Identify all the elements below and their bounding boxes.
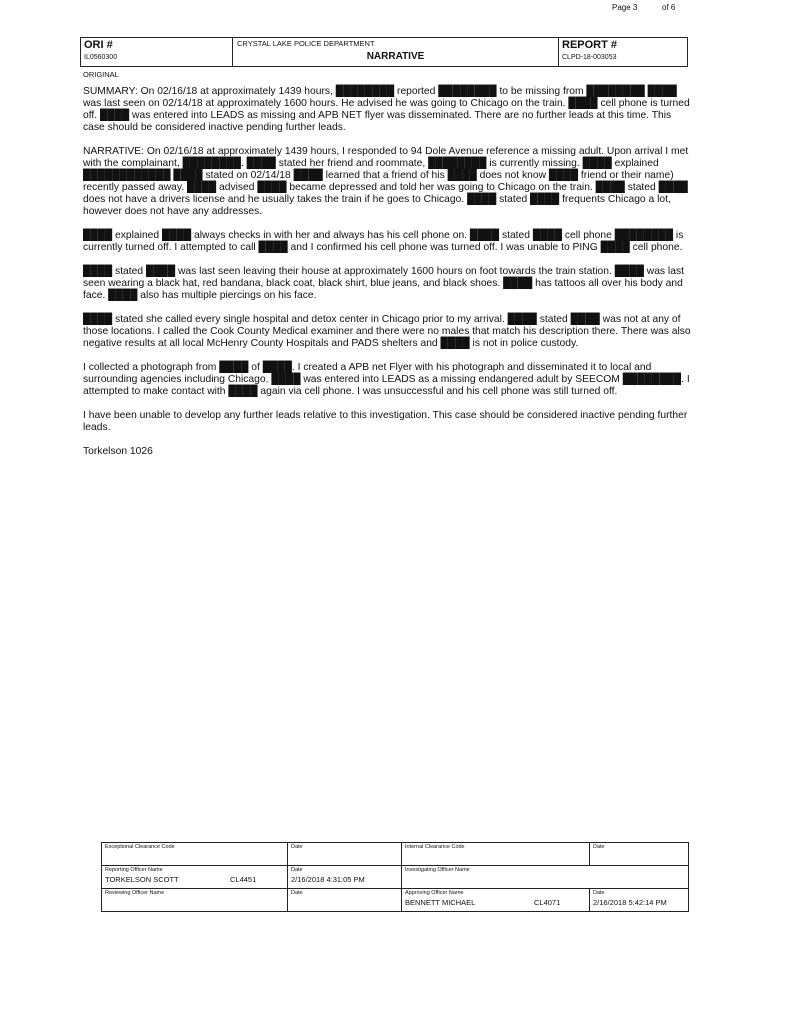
footer-row-clearance: [102, 843, 688, 866]
reporting-officer-id: CL4451: [230, 875, 257, 884]
hospitals-paragraph: ████ stated she called every single hospital and detox center in Chicago prior to my arrival. ████ stated ████ was not at any of those locations. I called the Cook County Medical examiner and there were no males that match his description there. There was also negative results at all local McHenry County Hospitals and PADS shelters and ████ is not in police custody.: [83, 314, 691, 349]
reviewing-officer-label: Reviewing Officer Name: [105, 890, 165, 896]
date-label-3: Date: [291, 867, 303, 873]
footer-row-reporting: [102, 866, 688, 889]
closing-paragraph: I have been unable to develop any further leads relative to this investigation. This case should be considered inactive pending further leads.: [83, 410, 688, 433]
department-cell: [233, 38, 559, 66]
footer-row-approval: [102, 889, 688, 912]
department-name: CRYSTAL LAKE POLICE DEPARTMENT: [237, 39, 375, 48]
page-count: of 6: [662, 3, 676, 12]
date-label-5: Date: [593, 890, 605, 896]
ori-value: IL0560300: [84, 54, 118, 61]
narrative-body: [83, 86, 695, 470]
officer-signature: Torkelson 1026: [83, 446, 153, 457]
ori-label: ORI #: [84, 39, 113, 51]
reporting-officer-label: Reporting Officer Name: [105, 867, 163, 873]
page-number: Page 3: [612, 3, 638, 12]
report-header: [80, 37, 688, 67]
investigating-officer-label: Investigating Officer Name: [405, 867, 470, 873]
description-paragraph: ████ stated ████ was last seen leaving their house at approximately 1600 hours on foot towards the train station. ████ was last seen wearing a black hat, red bandana, black coat, black shirt, blue jeans, and black shoes. ████ has tattoos all over his body and face. ████ also has multiple piercings on his face.: [83, 266, 684, 301]
ori-cell: [81, 38, 233, 66]
internal-clearance-label: Internal Clearance Code: [405, 844, 465, 850]
photo-paragraph: I collected a photograph from ████ of ████. I created a APB net Flyer with his photograph and disseminated it to local and surrounding agencies including Chicago. ████ was entered into LEADS as a missing endangered adult by SEECOM ████████. I attempted to make contact with ████ again via cell phone. I was unsuccessful and his cell phone was still turned off.: [83, 362, 690, 397]
narrative-title: NARRATIVE: [366, 51, 425, 62]
date-label-4: Date: [291, 890, 303, 896]
original-label: ORIGINAL: [83, 70, 119, 79]
report-number-cell: [559, 38, 689, 66]
report-number-value: CLPD-18-003053: [562, 54, 617, 61]
reporting-officer-name: TORKELSON SCOTT: [105, 875, 179, 884]
approving-officer-label: Approving Officer Name: [405, 890, 464, 896]
approving-officer-id: CL4071: [534, 898, 561, 907]
phone-paragraph: ████ explained ████ always checks in with her and always has his cell phone on. ████ stated ████ cell phone ████████ is currently turned off. I attempted to call ████ and I confirmed his cell phone was turned off. I was unable to PING ████ cell phone.: [83, 230, 684, 253]
date-label-2: Date: [593, 844, 605, 850]
clearance-footer: [101, 842, 689, 912]
summary-paragraph: SUMMARY: On 02/16/18 at approximately 1439 hours, ████████ reported ████████ to be missing from ████████ ████ was last seen on 02/14/18 at approximately 1600 hours. He advised he was going to Chicago on the train. ████ cell phone is turned off. ████ was entered into LEADS as missing and APB NET flyer was disseminated. There are no further leads at this time. This case should be considered inactive pending further leads.: [83, 86, 690, 133]
date-label: Date: [291, 844, 303, 850]
narrative-paragraph: NARRATIVE: On 02/16/18 at approximately 1439 hours, I responded to 94 Dole Avenue reference a missing adult. Upon arrival I met with the complainant, ████████. ████ stated her friend and roommate, ████████ is currently missing. ████ explained ████████████ ████ stated on 02/14/18 ████ learned that a friend of his ████ does not know ████ friend or their name) recently passed away. ████ advised ████ became depressed and told her was going to Chicago on the train. ████ stated ████ does not have a drivers license and he usually takes the train if he goes to Chicago. ████ stated ████ frequents Chicago a lot, however does not have any addresses.: [83, 146, 689, 217]
reporting-date: 2/16/2018 4:31:05 PM: [291, 875, 365, 884]
exceptional-clearance-label: Exceptional Clearance Code: [105, 844, 175, 850]
approving-date: 2/16/2018 5:42:14 PM: [593, 898, 667, 907]
approving-officer-name: BENNETT MICHAEL: [405, 898, 476, 907]
report-number-label: REPORT #: [562, 39, 618, 51]
